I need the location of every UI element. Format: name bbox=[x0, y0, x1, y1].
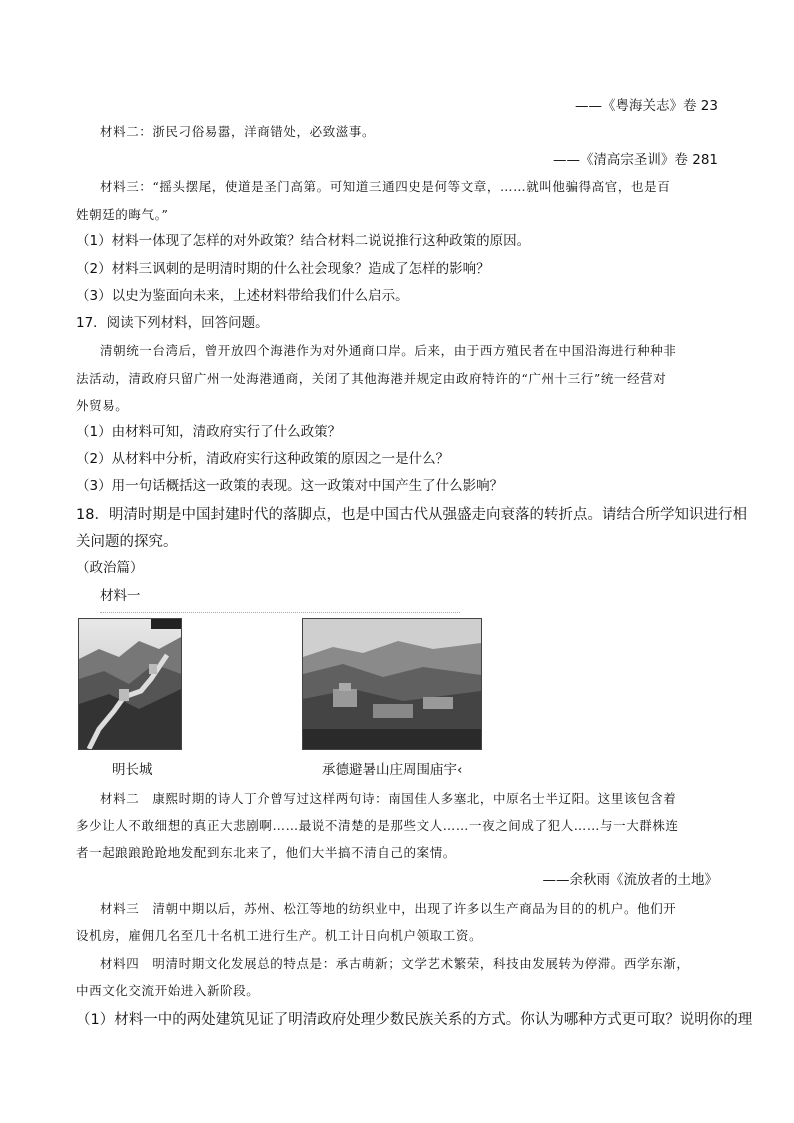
material-2b-line2: 多少让人不敢细想的真正大悲剧啊……最说不清楚的是那些文人……一夜之间成了犯人……与一大群株连 bbox=[76, 818, 679, 833]
material-3b-line1: 材料三 清朝中期以后，苏州、松江等地的纺织业中，出现了许多以生产商品为目的的机户。他们开 bbox=[100, 901, 677, 916]
section-heading-politics: （政治篇） bbox=[76, 560, 144, 576]
question-16-1: （1）材料一体现了怎样的对外政策？结合材料二说说推行这种政策的原因。 bbox=[76, 233, 531, 249]
question-17-material-line2: 法活动，清政府只留广州一处海港通商，关闭了其他海港并规定由政府特许的“广州十三行”统一经营对 bbox=[76, 371, 667, 386]
question-17-material-line3: 外贸易。 bbox=[76, 398, 129, 413]
question-18-line2: 关问题的探究。 bbox=[76, 534, 178, 550]
source-citation-2: ——《清高宗圣训》卷 281 bbox=[552, 152, 718, 168]
great-wall-image bbox=[79, 619, 181, 749]
material-4-line1: 材料四 明清时期文化发展总的特点是：承古萌新；文学艺术繁荣，科技由发展转为停滞。西学东渐， bbox=[100, 956, 690, 971]
question-17-material-line1: 清朝统一台湾后，曾开放四个海港作为对外通商口岸。后来，由于西方殖民者在中国沿海进行种种非 bbox=[100, 343, 677, 358]
material-3b-line2: 设机房，雇佣几名至几十名机工进行生产。机工计日向机户领取工资。 bbox=[76, 928, 483, 943]
question-17-title: 17．阅读下列材料，回答问题。 bbox=[76, 315, 269, 331]
material-1-label: 材料一 bbox=[100, 588, 141, 604]
material-2b-line1: 材料二 康熙时期的诗人丁介曾写过这样两句诗：南国佳人多塞北，中原名士半辽阳。这里该包含着 bbox=[100, 791, 677, 806]
material-3-text-line2: 姓朝廷的晦气。” bbox=[76, 207, 169, 222]
question-17-1: （1）由材料可知，清政府实行了什么政策？ bbox=[76, 424, 342, 440]
chengde-temples-photo bbox=[302, 618, 482, 750]
question-17-2: （2）从材料中分析，清政府实行这种政策的原因之一是什么？ bbox=[76, 451, 450, 467]
material-3-text-line1: 材料三：“摇头摆尾，使道是圣门高第。可知道三通四史是何等文章，……就叫他骗得高官，也是百 bbox=[100, 179, 671, 194]
source-citation-1: ——《粤海关志》卷 23 bbox=[575, 98, 718, 114]
question-18-1: （1）材料一中的两处建筑见证了明清政府处理少数民族关系的方式。你认为哪种方式更可取？说明你的理 bbox=[76, 1012, 753, 1028]
caption-great-wall: 明长城 bbox=[112, 762, 153, 778]
question-18-line1: 18．明清时期是中国封建时代的落脚点，也是中国古代从强盛走向衰落的转折点。请结合所学知识进行相 bbox=[76, 507, 747, 523]
material-2-text: 材料二：浙民刁俗易嚣，洋商错处，必致滋事。 bbox=[100, 124, 376, 139]
source-citation-3: ——余秋雨《流放者的土地》 bbox=[542, 872, 718, 888]
material-4-line2: 中西文化交流开始进入新阶段。 bbox=[76, 983, 260, 998]
question-17-3: （3）用一句话概括这一政策的表现。这一政策对中国产生了什么影响？ bbox=[76, 478, 504, 494]
great-wall-photo bbox=[78, 618, 182, 750]
question-16-2: （2）材料三讽刺的是明清时期的什么社会现象？造成了怎样的影响？ bbox=[76, 261, 490, 277]
dotted-divider bbox=[100, 612, 460, 613]
material-2b-line3: 者一起踉踉跄跄地发配到东北来了，他们大半搞不清自己的案情。 bbox=[76, 845, 456, 860]
question-16-3: （3）以史为鉴面向未来，上述材料带给我们什么启示。 bbox=[76, 288, 409, 304]
caption-chengde: 承德避暑山庄周围庙宇‹ bbox=[322, 762, 463, 778]
chengde-image bbox=[303, 619, 481, 749]
